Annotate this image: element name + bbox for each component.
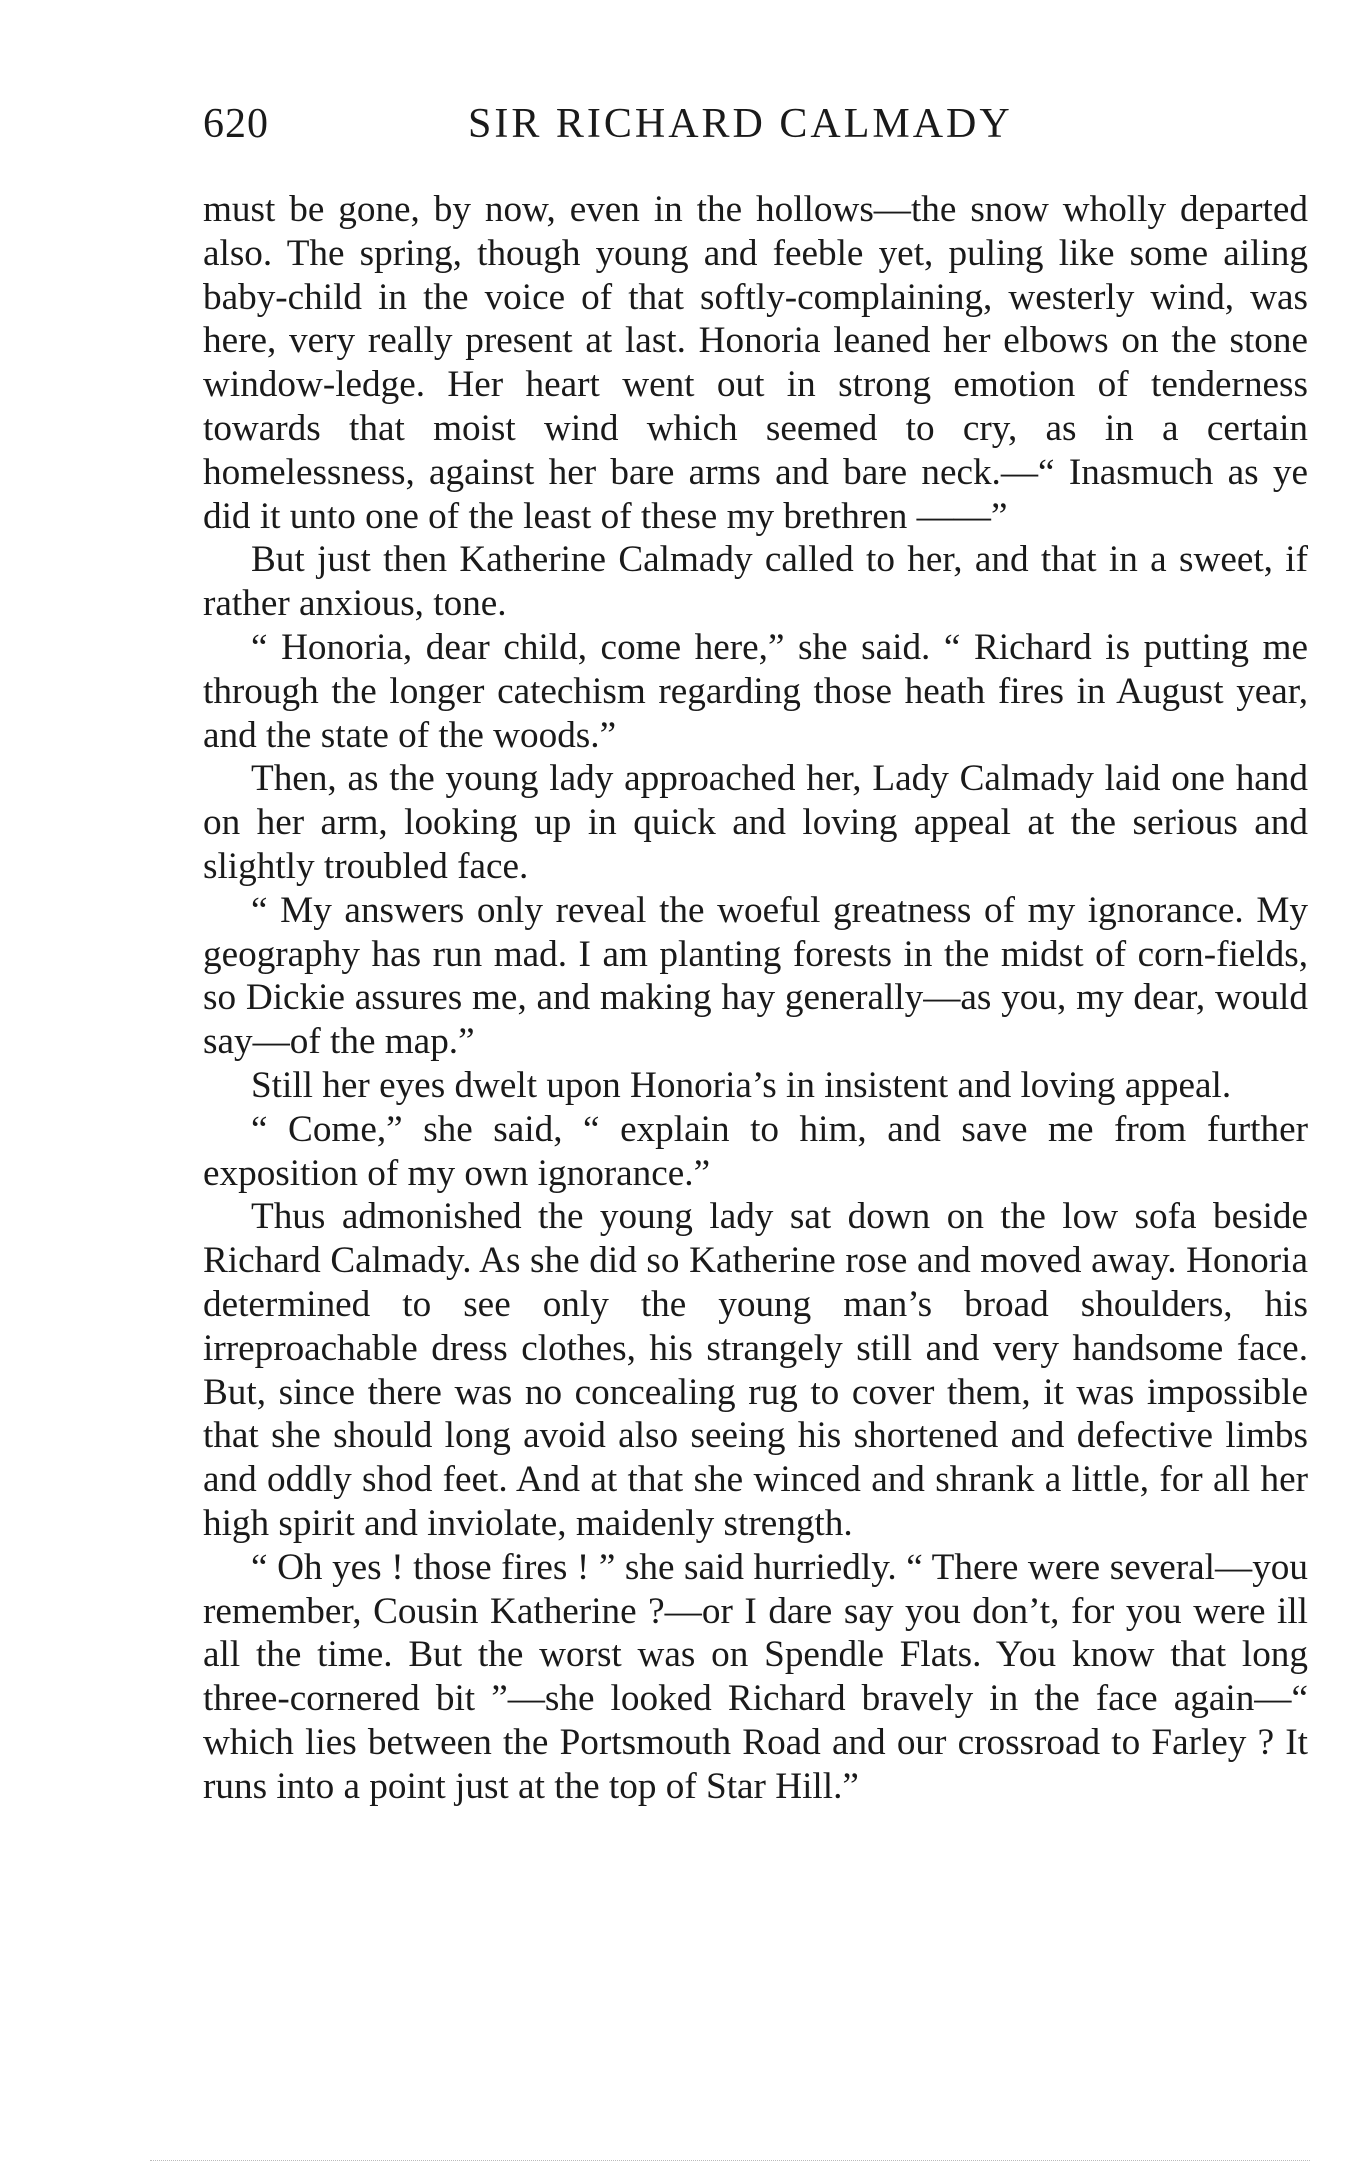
running-head xyxy=(203,100,1308,160)
body-text xyxy=(203,188,1308,1808)
paragraph: “ Honoria, dear child, come here,” she said. “ Richard is putting me through the longer catechism regarding those heath fires in August year, and the state of the woods.” xyxy=(203,626,1308,756)
paragraph: “ Oh yes ! those fires ! ” she said hurriedly. “ There were several—you remember, Cousin Katherine ?—or I dare say you don’t, for you were ill all the time. But the worst was on Spendle Flats. You know that long three-cornered bit ”—she looked Richard bravely in the face again—“ which lies between the Portsmouth Road and our crossroad to Farley ? It runs into a point just at the top of Star Hill.” xyxy=(203,1546,1308,1807)
paragraph: Then, as the young lady approached her, Lady Calmady laid one hand on her arm, looking up in quick and loving appeal at the serious and slightly troubled face. xyxy=(203,758,1308,887)
paragraph-continued: must be gone, by now, even in the hollows—the snow wholly departed also. The spring, though young and feeble yet, puling like some ailing baby-child in the voice of that softly-complaining, westerly wind, was here, very really present at last. Honoria leaned her elbows on the stone window-ledge. Her heart went out in strong emotion of tenderness towards that moist wind which seemed to cry, as in a certain homelessness, against her bare arms and bare neck.—“ Inasmuch as ye did it unto one of the least of these my brethren ——” xyxy=(203,189,1308,537)
paragraph: But just then Katherine Calmady called to her, and that in a sweet, if rather anxious, tone. xyxy=(203,539,1308,625)
paragraph: “ Come,” she said, “ explain to him, and save me from further exposition of my own ignorance.” xyxy=(203,1108,1308,1194)
page-number: 620 xyxy=(203,101,269,147)
paragraph: Still her eyes dwelt upon Honoria’s in insistent and loving appeal. xyxy=(251,1064,1232,1106)
page-edge-divider xyxy=(150,2160,1310,2161)
running-title: SIR RICHARD CALMADY xyxy=(468,101,1013,147)
paragraph: Thus admonished the young lady sat down on the low sofa beside Richard Calmady. As she did so Katherine rose and moved away. Honoria determined to see only the young man’s broad shoulders, his irreproachable dress clothes, his strangely still and very handsome face. But, since there was no concealing rug to cover them, it was impossible that she should long avoid also seeing his shortened and defective limbs and oddly shod feet. And at that she winced and shrank a little, for all her high spirit and inviolate, maidenly strength. xyxy=(203,1196,1308,1544)
paragraph: “ My answers only reveal the woeful greatness of my ignorance. My geography has run mad. I am planting forests in the midst of corn-fields, so Dickie assures me, and making hay generally—as you, my dear, would say—of the map.” xyxy=(203,889,1308,1063)
